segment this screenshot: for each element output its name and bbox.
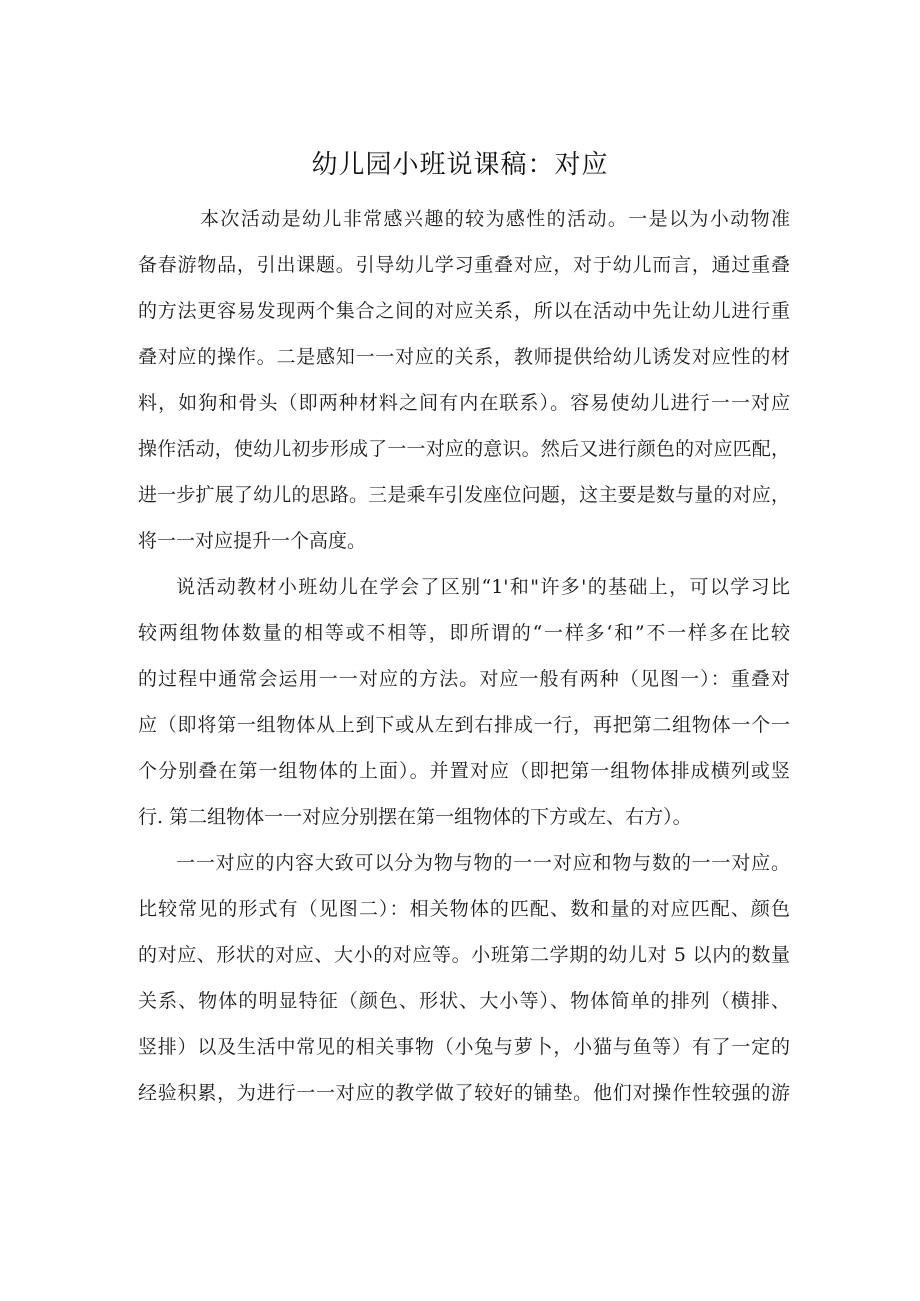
paragraph-3-line-2: 比较常见的形式有（见图二）：相关物体的匹配、数和量的对应匹配、颜色 bbox=[138, 898, 790, 920]
paragraph-1-line-2: 备春游物品，引出课题。引导幼儿学习重叠对应，对于幼儿而言，通过重叠 bbox=[138, 254, 790, 276]
paragraph-3-line-6: 经验积累，为进行一一对应的教学做了较好的铺垫。他们对操作性较强的游 bbox=[138, 1082, 790, 1104]
paragraph-2-line-2: 较两组物体数量的相等或不相等，即所谓的“一样多‘和”不一样多在比较 bbox=[138, 622, 790, 644]
paragraph-2-line-5: 个分别叠在第一组物体的上面）。并置对应（即把第一组物体排成横列或竖 bbox=[138, 760, 790, 782]
paragraph-1-line-4: 叠对应的操作。二是感知一一对应的关系，教师提供给幼儿诱发对应性的材 bbox=[138, 346, 790, 368]
paragraph-2-line-1: 说活动教材小班幼儿在学会了区别“1'和"许多'的基础上，可以学习比 bbox=[176, 576, 790, 598]
document-title: 幼儿园小班说课稿：对应 bbox=[311, 150, 609, 180]
paragraph-1-line-6: 操作活动，使幼儿初步形成了一一对应的意识。然后又进行颜色的对应匹配， bbox=[138, 438, 790, 460]
paragraph-1-line-3: 的方法更容易发现两个集合之间的对应关系，所以在活动中先让幼儿进行重 bbox=[138, 300, 790, 322]
paragraph-3-line-4: 关系、物体的明显特征（颜色、形状、大小等）、物体简单的排列（横排、 bbox=[138, 990, 790, 1012]
paragraph-3-line-3: 的对应、形状的对应、大小的对应等。小班第二学期的幼儿对 5 以内的数量 bbox=[138, 944, 790, 966]
paragraph-1-line-8: 将一一对应提升一个高度。 bbox=[138, 530, 367, 552]
paragraph-3-line-5: 竖排）以及生活中常见的相关事物（小兔与萝卜，小猫与鱼等）有了一定的 bbox=[138, 1036, 790, 1058]
paragraph-1-line-1: 本次活动是幼儿非常感兴趣的较为感性的活动。一是以为小动物准 bbox=[200, 208, 790, 230]
document-body bbox=[138, 204, 790, 1124]
paragraph-2-line-6: 行. 第二组物体一一对应分别摆在第一组物体的下方或左、右方）。 bbox=[138, 806, 692, 828]
paragraph-2-line-4: 应（即将第一组物体从上到下或从左到右排成一行，再把第二组物体一个一 bbox=[138, 714, 790, 736]
paragraph-1-line-5: 料，如狗和骨头（即两种材料之间有内在联系）。容易使幼儿进行一一对应 bbox=[138, 392, 790, 414]
paragraph-1-line-7: 进一步扩展了幼儿的思路。三是乘车引发座位问题，这主要是数与量的对应， bbox=[138, 484, 790, 506]
paragraph-2-line-3: 的过程中通常会运用一一对应的方法。对应一般有两种（见图一）：重叠对 bbox=[138, 668, 790, 690]
paragraph-3-line-1: 一一对应的内容大致可以分为物与物的一一对应和物与数的一一对应。 bbox=[176, 852, 790, 874]
